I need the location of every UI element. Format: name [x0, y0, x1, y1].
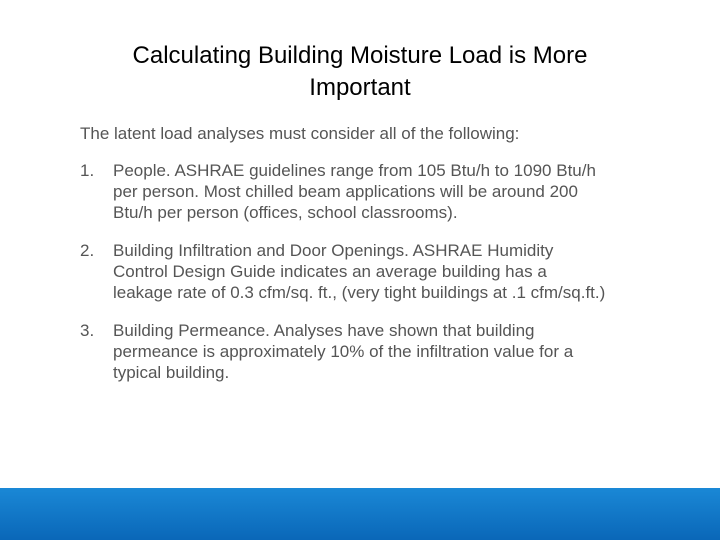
text-line: Btu/h per person (offices, school classrooms). — [113, 203, 458, 222]
text-line: Control Design Guide indicates an average building has a — [113, 262, 547, 281]
list-item — [80, 160, 670, 223]
list-number: 1. — [80, 161, 95, 180]
footer-bar — [0, 488, 720, 540]
text-line: Building Infiltration and Door Openings. ASHRAE Humidity — [113, 241, 554, 260]
text-line: Building Permeance. Analyses have shown that building — [113, 321, 535, 340]
slide-title-line: Important — [309, 74, 411, 101]
list-number: 3. — [80, 321, 95, 340]
text-line: permeance is approximately 10% of the infiltration value for a — [113, 342, 574, 361]
slide-body — [80, 124, 670, 400]
list-item-text — [113, 320, 670, 383]
text-line: per person. Most chilled beam applications will be around 200 — [113, 182, 578, 201]
slide-title-line: Calculating Building Moisture Load is More — [132, 42, 588, 69]
considerations-list — [80, 160, 670, 383]
intro-text: The latent load analyses must consider all of the following: — [80, 124, 520, 143]
list-item — [80, 240, 670, 303]
text-line: typical building. — [113, 363, 230, 382]
list-item-text — [113, 160, 670, 223]
slide-title — [40, 40, 680, 104]
text-line: People. ASHRAE guidelines range from 105 Btu/h to 1090 Btu/h — [113, 161, 596, 180]
list-number: 2. — [80, 241, 95, 260]
list-item — [80, 320, 670, 383]
text-line: leakage rate of 0.3 cfm/sq. ft., (very tight buildings at .1 cfm/sq.ft.) — [113, 283, 606, 302]
list-item-text — [113, 240, 670, 303]
